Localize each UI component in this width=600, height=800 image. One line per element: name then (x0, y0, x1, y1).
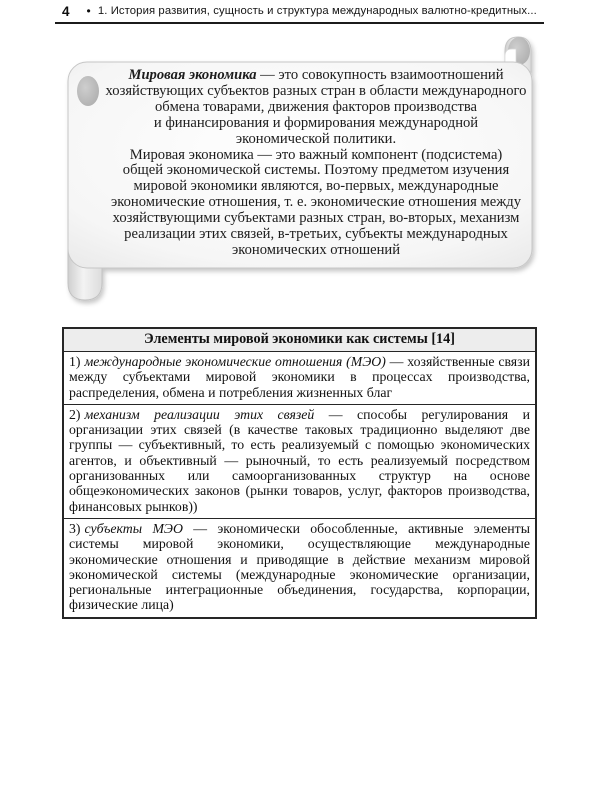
row-number: 1) (69, 354, 81, 369)
text-line: общей экономической системы. Поэтому предметом изучения (122, 162, 510, 179)
row-term: механизм реализации этих связей (84, 406, 315, 422)
text-line: обмена товарами, движения факторов производства (154, 98, 478, 115)
text-line: экономических отношений (231, 241, 401, 258)
text-line: хозяйствующими субъектами разных стран, во-вторых, механизм (112, 210, 520, 227)
table-row (64, 518, 535, 617)
definition-text (97, 68, 535, 259)
table-header: Элементы мировой экономики как системы [14] (64, 329, 535, 352)
scroll-left-roll-end (77, 76, 99, 106)
running-title: 1. История развития, сущность и структура международных валютно-кредитных... (97, 5, 537, 17)
definition-paragraph-2 (97, 148, 535, 259)
definition-paragraph-1 (97, 68, 535, 148)
text-line: и финансирования и формирования международной (153, 114, 479, 131)
row-term: субъекты МЭО (84, 520, 183, 536)
row-text: — хозяйственные связи между субъектами мировой экономики в процессах производства, распределения, обмена и потребления жизненных благ (69, 354, 530, 400)
elements-table (62, 327, 537, 619)
text-line: хозяйствующих субъектов разных стран в области международного (105, 82, 527, 99)
text-line (97, 68, 535, 84)
text-line: экономической политики. (235, 130, 397, 147)
scroll-graphic (55, 30, 545, 315)
row-number: 2) (69, 406, 81, 422)
text-line: мировой экономики являются, во-первых, международные (133, 178, 499, 195)
term-lead: Мировая экономика (128, 67, 257, 83)
page-header (55, 0, 544, 24)
table-row (64, 352, 535, 404)
text-line: реализации этих связей, в-третьих, субъекты международных (124, 226, 508, 243)
paragraph-lines (97, 84, 535, 148)
row-text: — способы регулирования и организации этих связей (в качестве таковых традиционно выделяют две группы — субъективный, то есть реализуемый с помощью экономических агентов, и объективный — рыночный, то есть реализуемый посредством организованных или самоорганизованных структур на основе общеэкономических законов (рынки товаров, услуг, факторов производства, финансовых рынков)) (69, 406, 530, 514)
paragraph-lines (97, 148, 535, 259)
text-line: экономические отношения, т. е. экономические отношения между (110, 194, 522, 211)
row-number: 3) (69, 520, 81, 536)
row-text: — экономически обособленные, активные элементы системы мировой экономики, осуществляющие международные экономические отношения и приводящие в действие механизм мировой экономической системы (международные экономические организации, региональные интеграционные объединения, государства, корпорации, физические лица) (69, 520, 530, 613)
row-term: международные экономические отношения (МЭО) (84, 354, 386, 369)
table-row (64, 404, 535, 518)
separator-dot-icon: • (86, 4, 91, 18)
text-line: Мировая экономика — это важный компонент (подсистема) (129, 146, 503, 163)
page-number: 4 (62, 3, 70, 19)
text-line-rest: — это совокупность взаимоотношений (256, 67, 504, 83)
